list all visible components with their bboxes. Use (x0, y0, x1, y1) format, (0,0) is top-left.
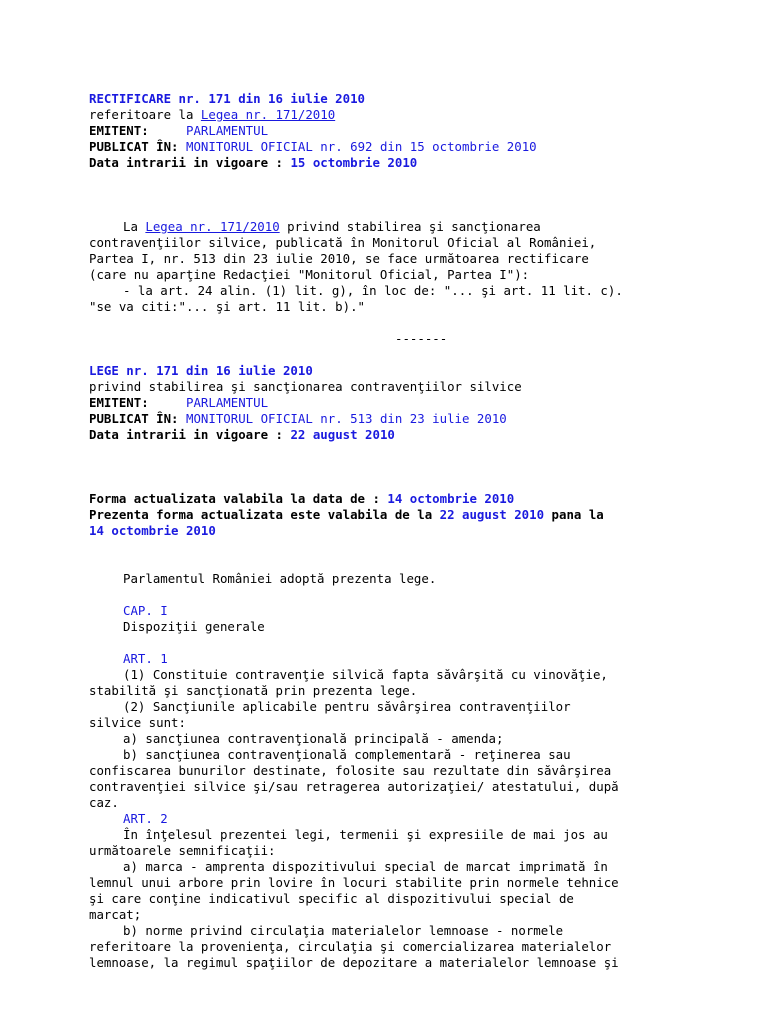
article-line (89, 747, 759, 763)
body-law-link[interactable]: Legea nr. 171/2010 (145, 219, 280, 234)
intrare-value: 15 octombrie 2010 (290, 155, 418, 170)
emitent-label: EMITENT: (89, 123, 149, 138)
adopta-text: Parlamentul României adoptă prezenta lege. (123, 571, 437, 586)
article-text: (2) Sancţiunile aplicabile pentru săvârşirea contravenţiilor (123, 699, 571, 714)
article-line: marcat; (89, 907, 142, 922)
rectificare-title-line (89, 91, 759, 107)
lege-intrare-line (89, 427, 759, 443)
forma-date: 14 octombrie 2010 (387, 491, 515, 506)
rectificare-body-line: (care nu aparţine Redacţiei "Monitorul Oficial, Partea I"): (89, 267, 530, 282)
article-line (89, 827, 759, 843)
adopta-line (89, 571, 759, 587)
article-number: ART. 2 (123, 811, 168, 826)
rectificare-law-link[interactable]: Legea nr. 171/2010 (200, 107, 336, 122)
lege-title: LEGE nr. 171 din 16 iulie 2010 (89, 363, 313, 378)
article-1-heading (89, 651, 759, 667)
article-line (89, 699, 759, 715)
chapter-number: CAP. I (123, 603, 168, 618)
article-line: stabilită şi sancţionată prin prezenta lege. (89, 683, 418, 698)
article-text: a) marca - amprenta dispozitivului special de marcat imprimată în (123, 859, 608, 874)
article-line: lemnoase, la regimul spaţiilor de depozitare a materialelor lemnoase şi (89, 955, 619, 970)
article-number: ART. 1 (123, 651, 168, 666)
article-line (89, 667, 759, 683)
article-line: caz. (89, 795, 119, 810)
rectificare-body-line (89, 283, 759, 299)
forma-valid-from: 22 august 2010 (439, 507, 545, 522)
article-text: (1) Constituie contravenţie silvică fapta săvârşită cu vinovăţie, (123, 667, 608, 682)
intrare-label: Data intrarii in vigoare : (89, 427, 283, 442)
publicat-value: MONITORUL OFICIAL nr. 513 din 23 iulie 2010 (186, 411, 507, 426)
rectificare-body-line (89, 219, 759, 235)
emitent-label: EMITENT: (89, 395, 149, 410)
publicat-value: MONITORUL OFICIAL nr. 692 din 15 octombrie 2010 (186, 139, 537, 154)
rectificare-reference-prefix: referitoare la (89, 107, 201, 122)
chapter-title-line (89, 619, 759, 635)
article-text: a) sancţiunea contravenţională principală - amenda; (123, 731, 504, 746)
body-line-1: privind stabilirea şi sancţionarea (279, 219, 541, 234)
forma-label: Forma actualizata valabila la data de : (89, 491, 380, 506)
rectificare-publicat-line (89, 139, 759, 155)
rectificare-body-line: "se va citi:"... şi art. 11 lit. b)." (89, 299, 366, 314)
rectificare-body-line: contravenţiilor silvice, publicată în Monitorul Oficial al României, (89, 235, 597, 250)
article-line: contravenţiei silvice şi/sau retragerea autorizaţiei/ atestatului, după (89, 779, 619, 794)
article-text: b) sancţiunea contravenţională complementară - reţinerea sau (123, 747, 571, 762)
legal-document (89, 91, 759, 971)
lege-title-line (89, 363, 759, 379)
forma-line-3 (89, 523, 759, 539)
article-line: şi care conţine indicativul specific al dispozitivului special de (89, 891, 574, 906)
article-line (89, 859, 759, 875)
forma-valid-label: Prezenta forma actualizata este valabila de la (89, 507, 433, 522)
chapter-heading (89, 603, 759, 619)
emitent-value: PARLAMENTUL (186, 395, 269, 410)
article-line: lemnul unui arbore prin lovire în locuri stabilite prin normele tehnice (89, 875, 619, 890)
article-text: În înţelesul prezentei legi, termenii şi expresiile de mai jos au (123, 827, 608, 842)
body-prefix: La (123, 219, 146, 234)
rectificare-emitent-line (89, 123, 759, 139)
article-line: silvice sunt: (89, 715, 186, 730)
forma-until-label: pana la (551, 507, 604, 522)
article-2-heading (89, 811, 759, 827)
publicat-label: PUBLICAT ÎN: (89, 411, 179, 426)
intrare-value: 22 august 2010 (290, 427, 395, 442)
publicat-label: PUBLICAT ÎN: (89, 139, 179, 154)
article-line (89, 731, 759, 747)
rectificare-title: RECTIFICARE nr. 171 din 16 iulie 2010 (89, 91, 366, 106)
rectificare-intrare-line (89, 155, 759, 171)
forma-line-1 (89, 491, 759, 507)
emitent-value: PARLAMENTUL (186, 123, 269, 138)
article-line: referitoare la provenienţa, circulaţia şi comercializarea materialelor (89, 939, 612, 954)
article-line (89, 923, 759, 939)
lege-subtitle: privind stabilirea şi sancţionarea contravenţiilor silvice (89, 379, 522, 394)
forma-line-2 (89, 507, 759, 523)
lege-emitent-line (89, 395, 759, 411)
rectificare-reference-line (89, 107, 759, 123)
chapter-title: Dispoziţii generale (123, 619, 265, 634)
lege-publicat-line (89, 411, 759, 427)
rectificare-amendment: - la art. 24 alin. (1) lit. g), în loc de: "... şi art. 11 lit. c). (123, 283, 623, 298)
forma-valid-to: 14 octombrie 2010 (89, 523, 216, 538)
separator: ------- (395, 331, 448, 346)
article-line: confiscarea bunurilor destinate, folosite sau rezultate din săvârşirea (89, 763, 612, 778)
intrare-label: Data intrarii in vigoare : (89, 155, 283, 170)
rectificare-body-line: Partea I, nr. 513 din 23 iulie 2010, se face următoarea rectificare (89, 251, 589, 266)
article-line: următoarele semnificaţii: (89, 843, 276, 858)
article-text: b) norme privind circulaţia materialelor lemnoase - normele (123, 923, 564, 938)
